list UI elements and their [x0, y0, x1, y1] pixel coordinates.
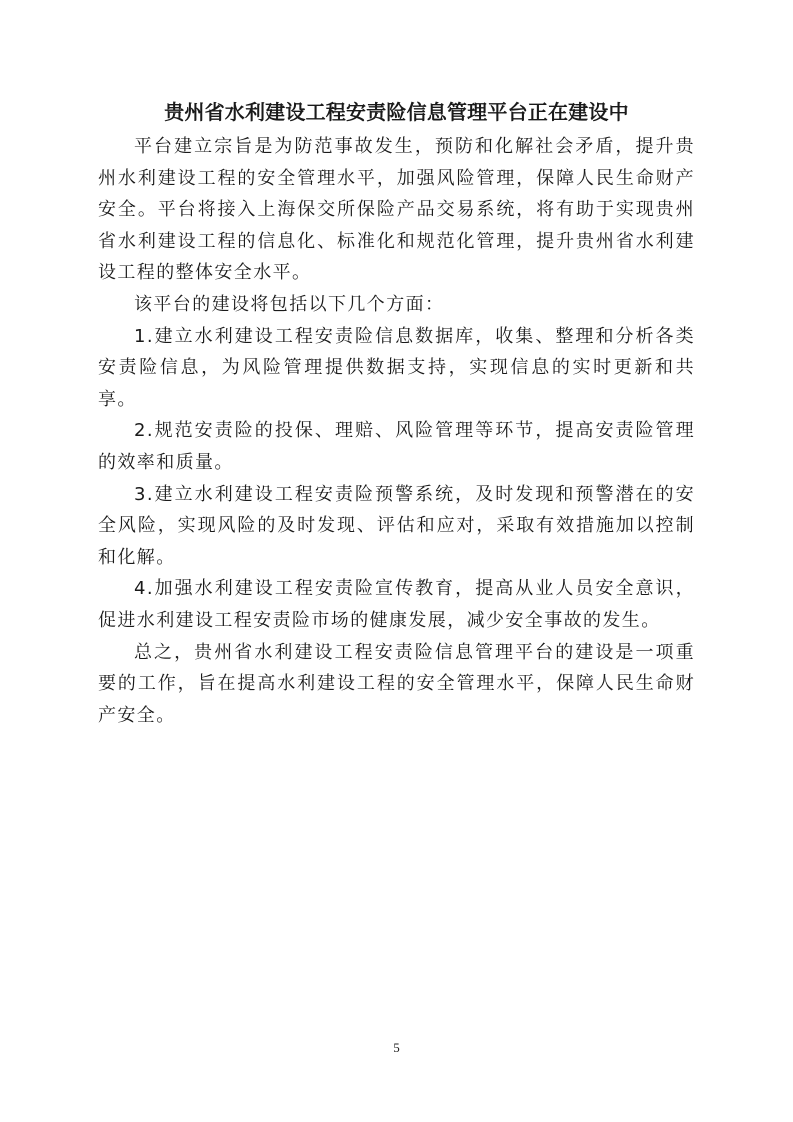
page-title: 贵州省水利建设工程安责险信息管理平台正在建设中 [164, 100, 629, 124]
paragraph-item-1: 1.建立水利建设工程安责险信息数据库，收集、整理和分析各类安责险信息，为风险管理提供数据支持，实现信息的实时更新和共享。 [98, 325, 695, 410]
paragraph-item-4: 4.加强水利建设工程安责险宣传教育，提高从业人员安全意识，促进水利建设工程安责险市场的健康发展，减少安全事故的发生。 [98, 578, 695, 631]
paragraph-item-2: 2.规范安责险的投保、理赔、风险管理等环节，提高安责险管理的效率和质量。 [98, 420, 695, 473]
page-number: 5 [393, 1040, 400, 1055]
paragraph-item-3: 3.建立水利建设工程安责险预警系统，及时发现和预警潜在的安全风险，实现风险的及时发现、评估和应对，采取有效措施加以控制和化解。 [98, 483, 695, 568]
paragraph-intro: 平台建立宗旨是为防范事故发生，预防和化解社会矛盾，提升贵州水利建设工程的安全管理水平，加强风险管理，保障人民生命财产安全。平台将接入上海保交所保险产品交易系统，将有助于实现贵州省水利建设工程的信息化、标准化和规范化管理，提升贵州省水利建设工程的整体安全水平。 [98, 136, 695, 284]
paragraph-conclusion: 总之，贵州省水利建设工程安责险信息管理平台的建设是一项重要的工作，旨在提高水利建设工程的安全管理水平，保障人民生命财产安全。 [98, 641, 695, 726]
paragraph-aspects-heading: 该平台的建设将包括以下几个方面： [134, 293, 445, 315]
document-body [98, 131, 695, 731]
